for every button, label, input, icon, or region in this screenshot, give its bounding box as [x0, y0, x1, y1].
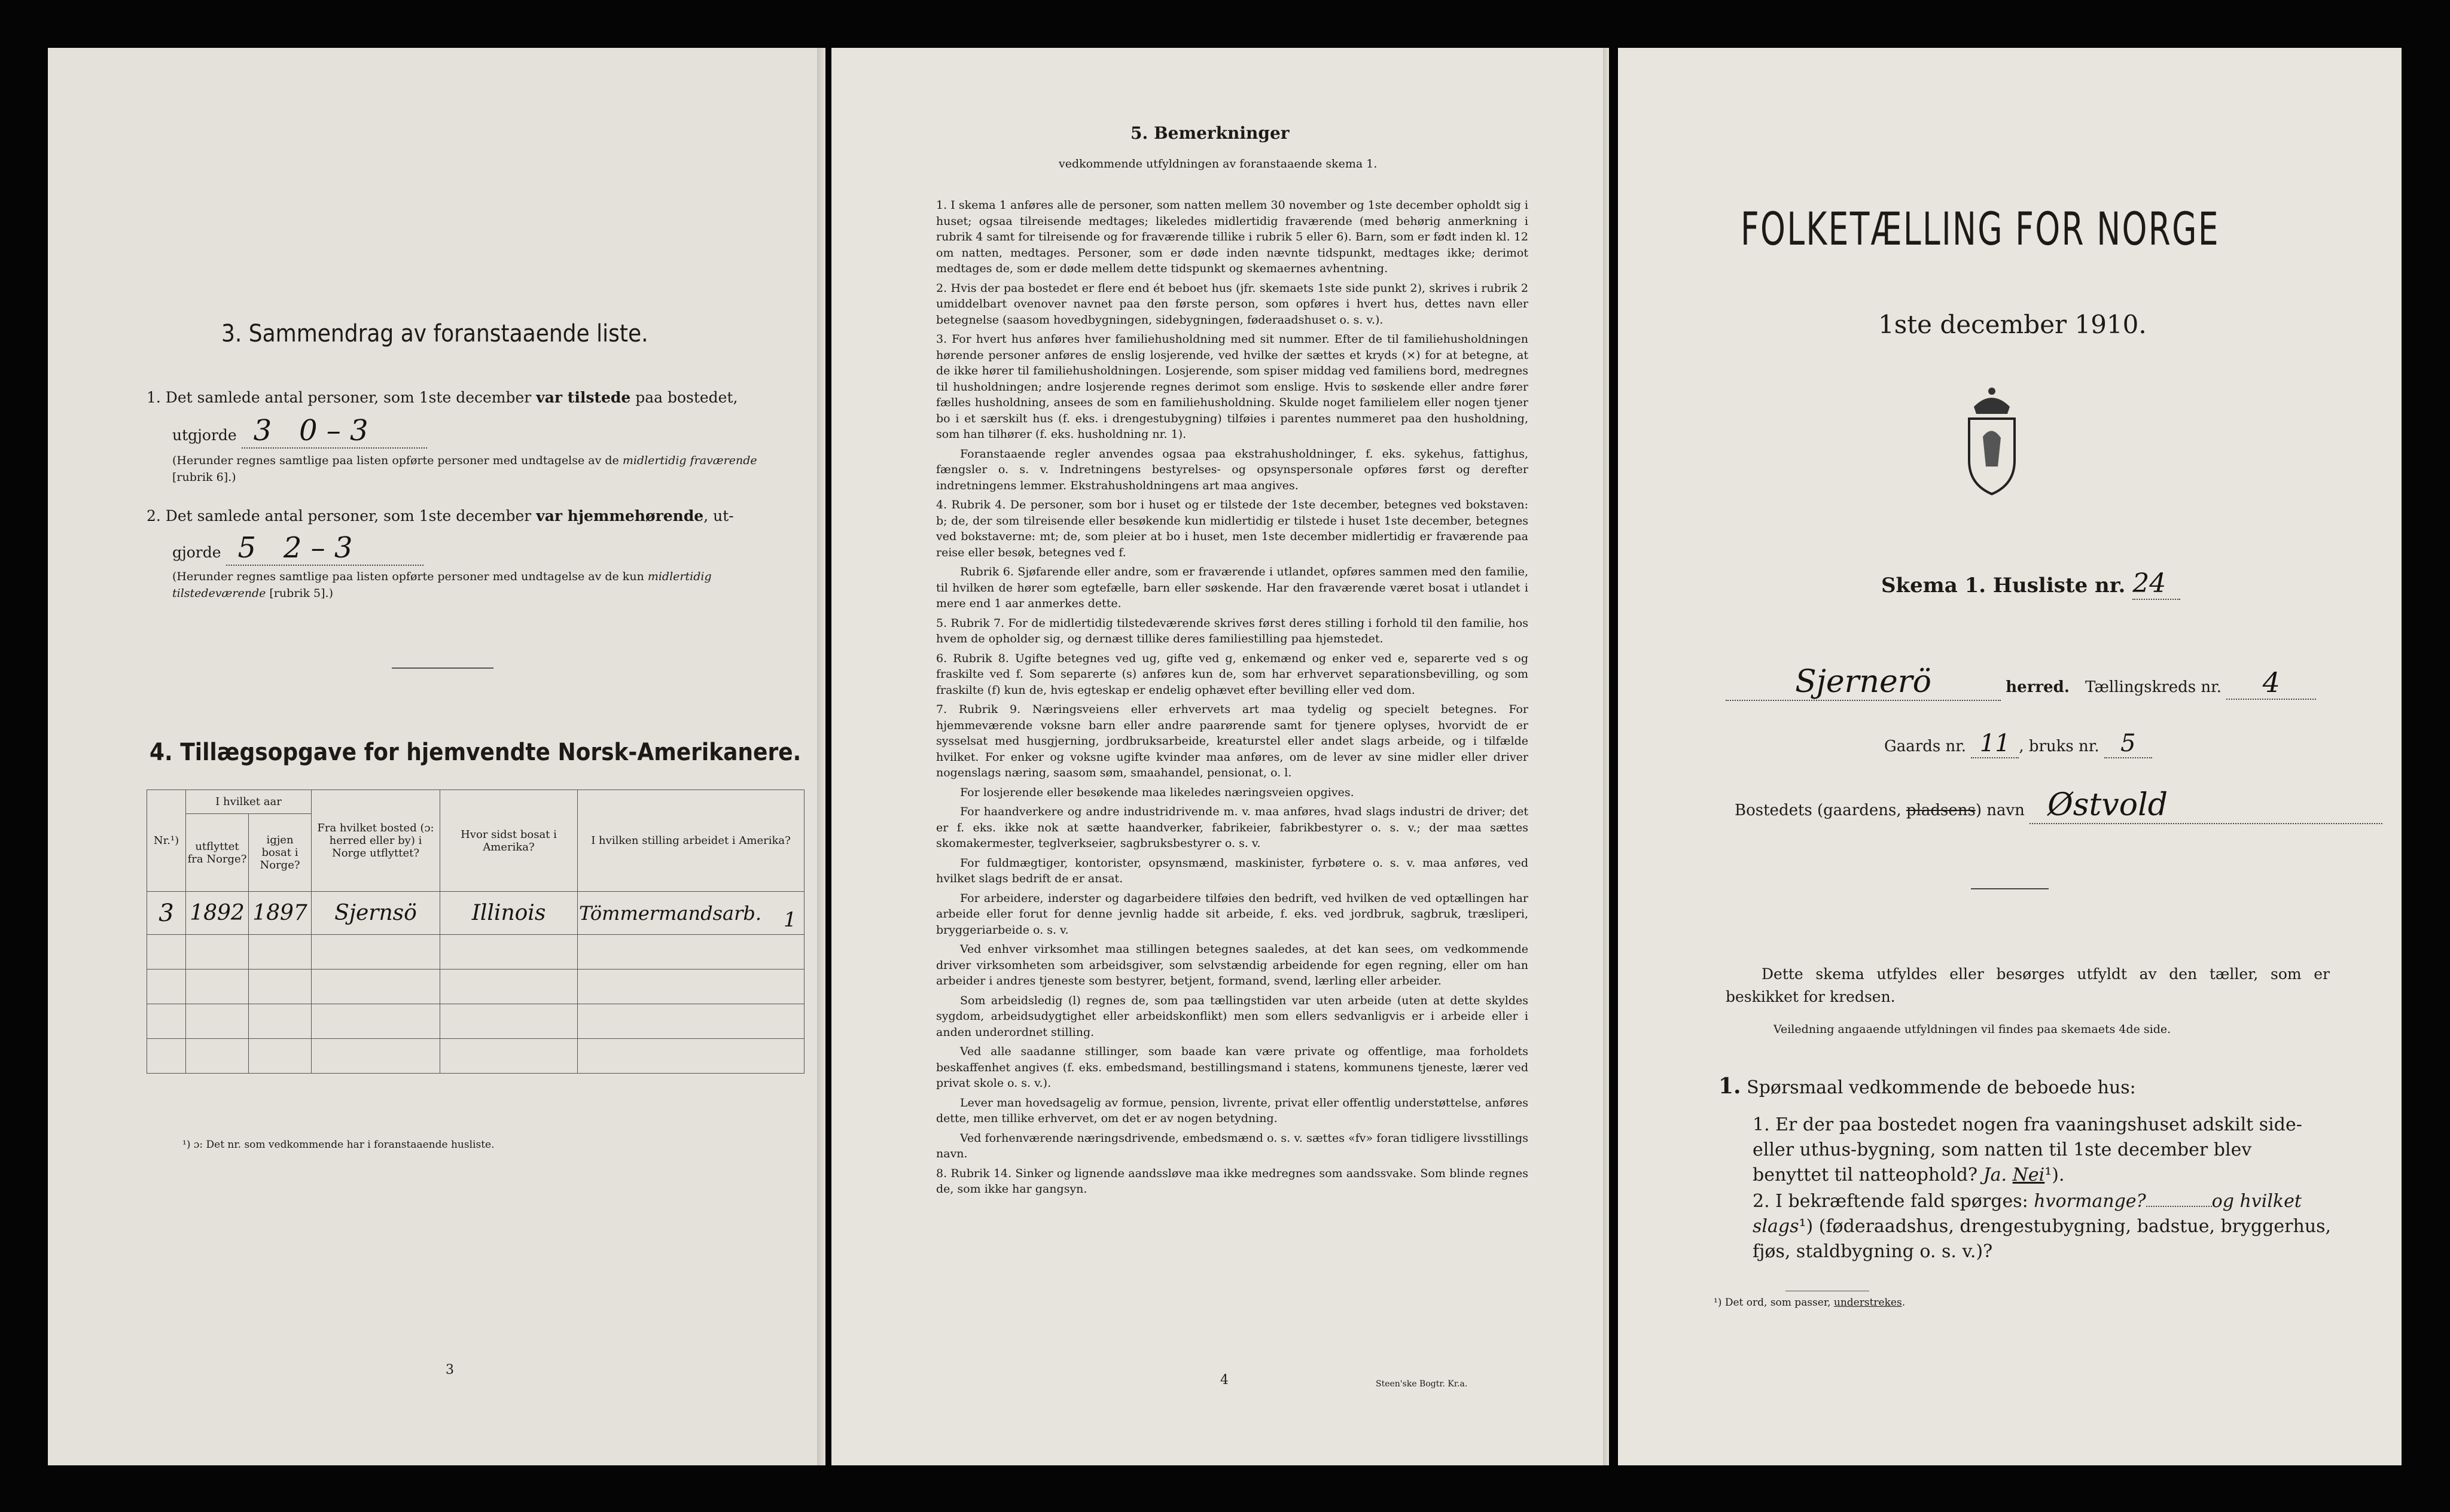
remark-paragraph: 7. Rubrik 9. Næringsveiens eller erhvervets art maa tydelig og specielt betegnes. For hjemmeværende voksne barn eller andre paarørende samt for tjenere oplyses, hvorvidt de er sysselsat med husgjerning, jordbruksarbeide, kreaturstel eller andet slags arbeide, og i tilfælde hvilket. For enker og voksne ugifte kvinder maa anføres, om de lever av sine midler eller driver nogenslags næring, saasom søm, smaahandel, pensionat, o. l.: [936, 703, 1528, 779]
remark-paragraph: Som arbeidsledig (l) regnes de, som paa tællingstiden var uten arbeide (uten at dette skyldes sygdom, arbeidsudygtighet eller arbeidskonflikt) men som ellers sedvanligvis er i arbeide eller i anden underordnet stilling.: [936, 993, 1528, 1039]
th-from: Fra hvilket bosted (ɔ: herred eller by) i Norge utflyttet?: [312, 790, 440, 892]
main-title: FOLKETÆLLING FOR NORGE: [1741, 202, 2220, 255]
q2-text: 2. Det samlede antal personer, som 1ste december: [147, 507, 537, 525]
questions-heading-text: Spørsmaal vedkommende de beboede hus:: [1747, 1077, 2136, 1098]
answer-nei: Nei: [2012, 1165, 2045, 1185]
remark-paragraph: Ved forhenværende næringsdrivende, embedsmænd o. s. v. sættes «fv» foran tidligere livsstillings navn.: [936, 1131, 1528, 1160]
remark-paragraph: For losjerende eller besøkende maa likeledes næringsveien opgives.: [960, 785, 1354, 799]
row-suffix: 1: [784, 908, 797, 932]
kreds-nr: 4: [2226, 666, 2316, 700]
bosted-strike: pladsens: [1906, 801, 1976, 819]
remark-paragraph: Ved enhver virksomhet maa stillingen betegnes saaledes, at det kan sees, om vedkommende driver virksomheten som arbeidsgiver, som selvstændig arbeidende for egen regning, eller om han arbeider i andres tjeneste som bestyrer, betjent, formand, svend, lærling eller arbeider.: [936, 943, 1528, 987]
q1-bold: var tilstede: [536, 389, 631, 406]
page-fold: [817, 48, 825, 1465]
answer-tail: ¹).: [2044, 1165, 2065, 1185]
table-row: [147, 892, 805, 935]
page-fold: [1603, 48, 1609, 1465]
bosted-label-end: ) navn: [1975, 801, 2025, 819]
q2-bold: var hjemmehørende: [536, 507, 704, 525]
bosted-value: Østvold: [2030, 787, 2382, 824]
q2-note-italic: midlertidig tilstedeværende: [172, 570, 712, 600]
skema-label: Skema 1. Husliste nr.: [1881, 574, 2126, 598]
husliste-nr: 24: [2132, 568, 2180, 600]
footnote-end: .: [1902, 1297, 1906, 1309]
question-2-blank: [2146, 1206, 2212, 1207]
bruks-label: , bruks nr.: [2019, 737, 2099, 755]
remark-paragraph: 8. Rubrik 14. Sinker og lignende aandssløve maa ikke medregnes som aandssvake. Som blinde regnes de, som ikke har gangsyn.: [936, 1166, 1528, 1196]
guide-text: Veiledning angaaende utfyldningen vil findes paa skemaets 4de side.: [1773, 1023, 2171, 1036]
remark-paragraph: Foranstaaende regler anvendes ogsaa paa ekstrahusholdninger, f. eks. sykehus, fattighus, fængsler o. s. v. Indretningens bestyrelses- og opsynspersonale opføres først og derefter indretningens lemmer. Ekstrahusholdningens art maa angives.: [936, 447, 1528, 492]
bosted-line: [1735, 787, 2382, 824]
q1-answer: 3 0 – 3: [242, 414, 427, 449]
page-left: [48, 48, 825, 1465]
th-emigrated: utflyttet fra Norge?: [186, 814, 249, 892]
sec3-title: 3. Sammendrag av foranstaaende liste.: [221, 320, 648, 347]
question-2-text-end: ¹) (føderaadshus, drengestubygning, badstue, bryggerhus, fjøs, staldbygning o. s. v.)?: [1753, 1216, 2332, 1262]
remark-paragraph: For haandverkere og andre industridrivende m. v. maa anføres, hvad slags industri de driver; det er f. eks. ikke nok at sætte haandverker, fabrikeier, fabrikbestyrer o. s. v.; der maa sættes skomakermester, teglverkseier, sagbruksbestyrer o. s. v.: [936, 805, 1528, 850]
th-where: Hvor sidst bosat i Amerika?: [440, 790, 578, 892]
cell-nr: 3: [147, 892, 186, 935]
printer-mark: Steen'ske Bogtr. Kr.a.: [1376, 1379, 1468, 1389]
gaards-label: Gaards nr.: [1884, 737, 1967, 755]
ornament-divider: [1971, 888, 2049, 889]
cell-from: Sjernsö: [312, 892, 440, 935]
table-footnote: ¹) ɔ: Det nr. som vedkommende har i foranstaaende husliste.: [182, 1139, 495, 1151]
q1-text: 1. Det samlede antal personer, som 1ste december: [147, 389, 537, 406]
q1-label: utgjorde: [172, 426, 237, 444]
herred-value: Sjernerö: [1726, 664, 2001, 701]
remark-paragraph: Rubrik 6. Sjøfarende eller andre, som er fraværende i utlandet, opføres sammen med den familie, til hvilken de hører som egtefælle, barn eller søskende. Har den fraværende været bosat i utlandet i mere end 1 aar anmerkes dette.: [936, 565, 1528, 610]
question-2-text: 2. I bekræftende fald spørges:: [1753, 1191, 2034, 1212]
remarks-subtitle: vedkommende utfyldningen av foranstaaende skema 1.: [1059, 157, 1378, 170]
remarks-title: 5. Bemerkninger: [1130, 123, 1290, 143]
q1-text-end: paa bostedet,: [630, 389, 738, 406]
remark-paragraph: For fuldmægtiger, kontorister, opsynsmænd, maskinister, fyrbøtere o. s. v. maa anføres, ved hvilket slags bedrift de er ansat.: [936, 856, 1528, 885]
supplement-table: [147, 789, 805, 1074]
footnote: [1714, 1297, 1905, 1309]
remark-paragraph: 2. Hvis der paa bostedet er flere end ét beboet hus (jfr. skemaets 1ste side punkt 2), skrives i rubrik 2 umiddelbart ovenover navnet paa den første person, som opføres i hvert hus, dettes navn eller betegnelse (saasom hovedbygningen, sidebygningen, føderaadshuset o. s. v.).: [936, 281, 1528, 327]
cell-position: [578, 892, 805, 935]
q1-note-text: (Herunder regnes samtlige paa listen opførte personer med undtagelse av de: [172, 454, 623, 467]
th-nr: Nr.¹): [147, 790, 186, 892]
question-2: [1753, 1189, 2333, 1264]
q2-note-text: (Herunder regnes samtlige paa listen opførte personer med undtagelse av de kun: [172, 570, 648, 583]
q1-line: [147, 386, 757, 410]
instruction-text: Dette skema utfyldes eller besørges utfyldt av den tæller, som er beskikket for kredsen.: [1726, 965, 2330, 1005]
remarks-list: [936, 197, 1528, 1201]
census-date: 1ste december 1910.: [1878, 310, 2147, 339]
cell-where: Illinois: [440, 892, 578, 935]
cell-returned: 1897: [249, 892, 312, 935]
q1-note-italic: midlertidig fraværende: [622, 454, 757, 467]
coat-of-arms-icon: [1962, 383, 2022, 496]
gaards-line: [1884, 730, 2152, 758]
page-number: 4: [1220, 1373, 1229, 1388]
footnote-text: ¹) Det ord, som passer,: [1714, 1297, 1834, 1309]
q1-note: [172, 452, 770, 486]
page-number: 3: [446, 1362, 454, 1377]
remark-paragraph: 6. Rubrik 8. Ugifte betegnes ved ug, gifte ved g, enkemænd og enker ved e, separerte ved s og fraskilte ved f. Som separerte (s) anføres kun de, som har erhvervet separationsbevilling, og som fraskilte (f) kun de, hvis egteskap er endelig ophævet efter bevilling eller ved dom.: [936, 651, 1528, 697]
gaards-nr: 11: [1971, 730, 2019, 758]
bruks-nr: 5: [2104, 730, 2152, 758]
remark-paragraph: 1. I skema 1 anføres alle de personer, som natten mellem 30 november og 1ste december opholdt sig i huset; ogsaa tilreisende medtages; likeledes midlertidig fraværende (med behørig anmerkning i rubrik 4 samt for tilreisende og for fraværende tillike i rubrik 5 eller 6). Barn, som er født inden kl. 12 om natten, medtages. Personer, som er døde inden nævnte tidspunkt, medtages ikke; derimot medtages de, som er døde mellem dette tidspunkt og skemaernes avhentning.: [936, 199, 1528, 275]
q2-note: [172, 568, 770, 602]
remark-paragraph: For arbeidere, inderster og dagarbeidere tilføies den bedrift, ved hvilken de ved optællingen har arbeide eller forut for denne jevnlig hadde sit arbeide, f. eks. ved jordbruk, sagbruk, træsliperi, bryggeriarbeide o. s. v.: [936, 891, 1528, 937]
remark-paragraph: 4. Rubrik 4. De personer, som bor i huset og er tilstede der 1ste december, betegnes ved bokstaven: b; de, der som tilreisende eller besøkende kun midlertidig er tilstede i huset 1ste december, betegnes ved bokstaverne: mt; de, som pleier at bo i huset, men 1ste december midlertidig er fraværende paa reise eller besøk, betegnes ved f.: [936, 498, 1528, 559]
q2-line: [147, 504, 757, 528]
cell-emigrated: 1892: [186, 892, 249, 935]
q1-answer-line: [172, 414, 427, 449]
question-2-italic1: hvormange?: [2034, 1191, 2146, 1212]
question-1-text: 1. Er der paa bostedet nogen fra vaaningshuset adskilt side- eller uthus-bygning, som natten til 1ste december blev benyttet til natteophold?: [1753, 1114, 2302, 1185]
questions-heading: [1718, 1074, 2136, 1099]
page-right: [1618, 48, 2402, 1465]
skema-line: [1881, 568, 2180, 600]
th-year-group: I hvilket aar: [186, 790, 312, 814]
page-middle: [831, 48, 1609, 1465]
question-2-italic2: og hvilket slags: [1753, 1191, 2302, 1237]
bosted-label: Bostedets (gaardens,: [1735, 801, 1906, 819]
th-returned: igjen bosat i Norge?: [249, 814, 312, 892]
remark-paragraph: 5. Rubrik 7. For de midlertidig tilstedeværende skrives først deres stilling i forhold til den familie, hos hvem de opholder sig, og dernæst tillike deres familiestilling paa hjemstedet.: [936, 616, 1528, 645]
footnote-underlined: understrekes: [1833, 1297, 1902, 1309]
remark-paragraph: Ved alle saadanne stillinger, som baade kan være private og offentlige, maa forholdets beskaffenhet angives (f. eks. embedsmand, bestillingsmand i statens, kommunens tjeneste, lærer ved privat skole o. s. v.).: [936, 1045, 1528, 1090]
q1-note-end: [rubrik 6].): [172, 471, 236, 484]
herred-label: herred.: [2006, 678, 2070, 696]
q2-text-end: , ut-: [703, 507, 734, 525]
questions-heading-num: 1.: [1718, 1074, 1741, 1099]
q2-answer: 5 2 – 3: [226, 531, 423, 566]
cell-position-text: Tömmermandsarb.: [579, 901, 762, 925]
q2-answer-line: [172, 531, 423, 566]
divider: [392, 667, 493, 669]
remark-paragraph: 3. For hvert hus anføres hver familiehusholdning med sit nummer. Efter de til familiehusholdningen hørende personer anføres de enslig losjerende, ved hvilke der sættes et kryds (×) for at betegne, at de ikke hører til familiehusholdningen. Losjerende, som spiser middag ved familiens bord, medregnes til husholdningen; andre losjerende regnes derimot som enslige. Hvis to søskende eller andre fører fælles husholdning, ansees de som en familiehusholdning. Skulde noget familielem eller nogen tjener bo i et særskilt hus (f. eks. i drengestubygning) tilføies i parentes nummeret paa den husholdning, som han tilhører (f. eks. husholdning nr. 1).: [936, 333, 1528, 441]
herred-line: [1726, 664, 2316, 701]
th-position: I hvilken stilling arbeidet i Amerika?: [578, 790, 805, 892]
kreds-label: Tællingskreds nr.: [2085, 678, 2222, 696]
sec4-title: 4. Tillægsopgave for hjemvendte Norsk-Amerikanere.: [150, 739, 802, 766]
answer-ja: Ja.: [1983, 1165, 2007, 1185]
q2-note-end: [rubrik 5].): [266, 587, 333, 600]
q2-label: gjorde: [172, 544, 221, 561]
remark-paragraph: Lever man hovedsagelig av formue, pension, livrente, privat eller offentlig understøttelse, anføres dette, men tillike erhvervet, om det er av nogen betydning.: [936, 1096, 1528, 1125]
question-1: [1753, 1112, 2333, 1188]
